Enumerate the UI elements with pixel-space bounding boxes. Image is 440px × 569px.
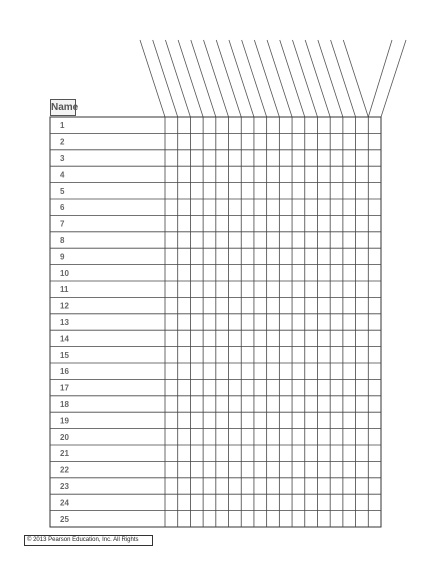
column-slant (368, 40, 392, 117)
column-slant (267, 40, 292, 117)
row-number: 21 (60, 449, 69, 459)
row-number: 1 (60, 121, 65, 131)
row-number: 6 (60, 203, 65, 213)
row-number: 18 (60, 400, 69, 409)
row-number: 23 (60, 482, 69, 491)
row-number: 22 (60, 465, 69, 475)
row-number: 16 (60, 367, 69, 377)
column-slant (153, 40, 178, 117)
row-number: 7 (60, 219, 65, 229)
row-number: 8 (60, 236, 65, 245)
column-slant (292, 40, 317, 117)
row-number: 20 (60, 432, 69, 442)
row-number: 9 (60, 252, 65, 262)
row-number: 25 (60, 514, 69, 524)
column-slant (204, 40, 229, 117)
column-slant (191, 40, 216, 117)
row-number: 12 (60, 301, 69, 311)
column-slant (216, 40, 241, 117)
column-slant (381, 40, 406, 117)
row-number: 11 (60, 285, 69, 295)
column-header-slants (140, 40, 406, 117)
column-slant (165, 40, 190, 117)
row-number: 5 (60, 186, 65, 196)
row-number: 10 (60, 268, 69, 278)
row-number: 19 (60, 416, 69, 426)
column-slant (343, 40, 368, 117)
row-number: 2 (60, 137, 65, 147)
row-number: 13 (60, 318, 69, 327)
column-slant (242, 40, 267, 117)
record-grid (50, 117, 381, 527)
column-slant (254, 40, 279, 117)
row-number: 4 (60, 170, 65, 180)
column-slant (318, 40, 343, 117)
row-number: 14 (60, 334, 69, 344)
column-slant (280, 40, 305, 117)
row-number: 17 (60, 383, 69, 393)
column-slant (229, 40, 254, 117)
row-number: 3 (60, 154, 65, 163)
row-number: 15 (60, 350, 69, 360)
name-column-header: Name (50, 99, 76, 116)
row-numbers (60, 121, 69, 524)
column-slant (178, 40, 203, 117)
copyright-notice: © 2013 Pearson Education, Inc. All Rights (24, 535, 153, 546)
column-slant (331, 40, 356, 117)
row-number: 24 (60, 498, 69, 508)
column-slant (305, 40, 330, 117)
column-slant (140, 40, 165, 117)
